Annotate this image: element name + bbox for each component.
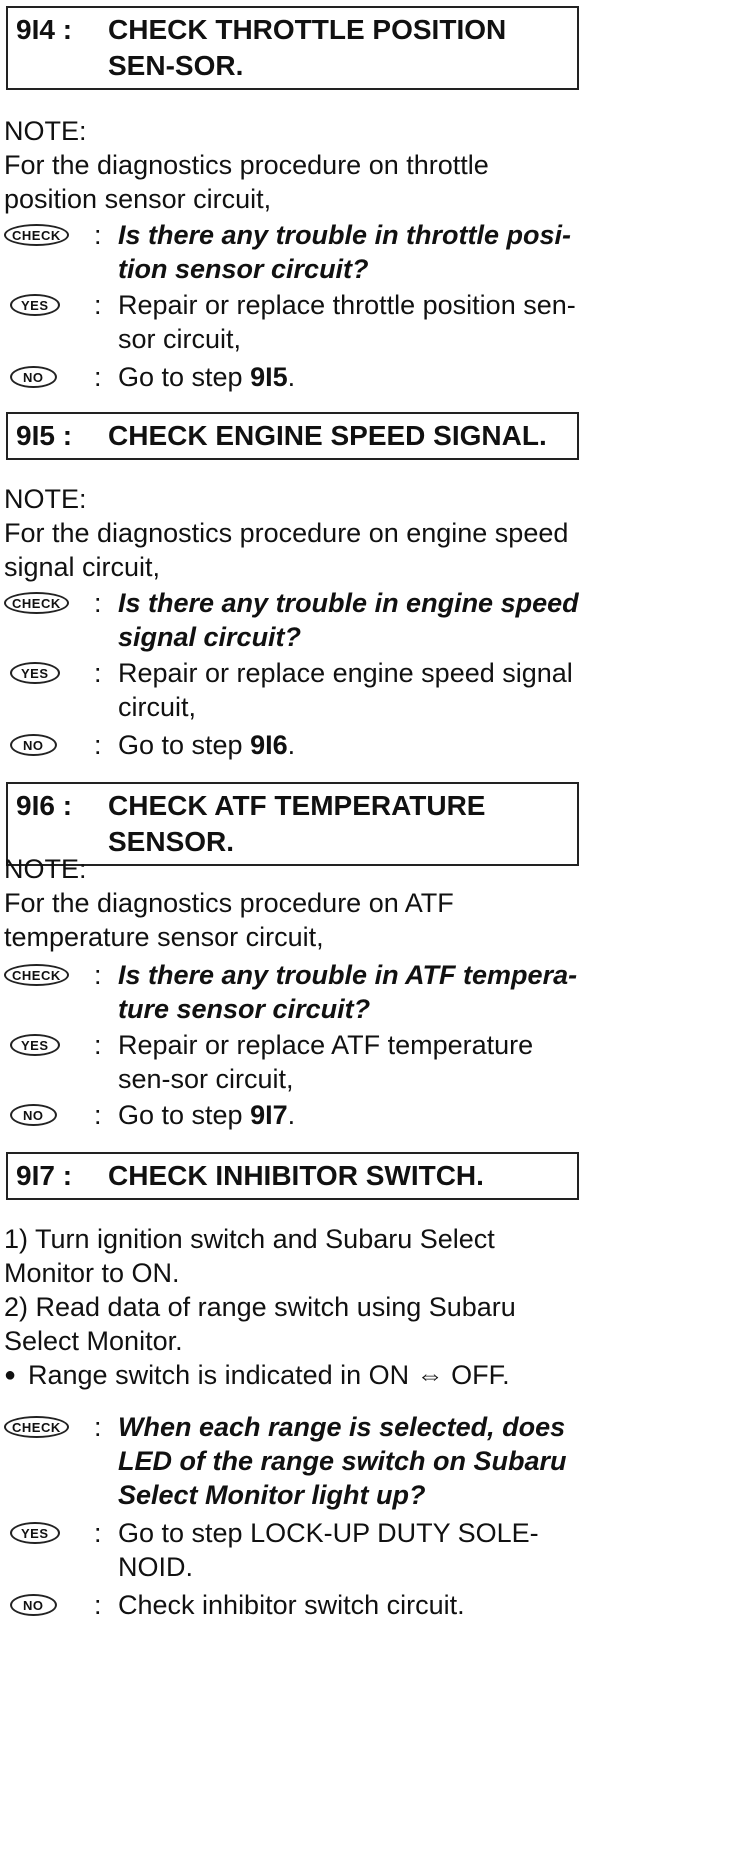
no-icon: NO (4, 1588, 94, 1622)
step-number: 9I5 : (16, 420, 73, 451)
no-row (4, 1588, 590, 1622)
colon: : (94, 588, 102, 618)
step-number: 9I6 : (16, 790, 73, 821)
colon: : (94, 1030, 102, 1060)
step-title: CHECK INHIBITOR SWITCH. (108, 1160, 484, 1191)
colon: : (94, 362, 102, 392)
check-icon: CHECK (4, 1410, 94, 1444)
note-text: For the diagnostics procedure on throttle position sensor circuit, (4, 150, 489, 214)
no-icon: NO (4, 728, 94, 762)
no-icon: NO (4, 1098, 94, 1132)
note-label: NOTE: (4, 116, 87, 146)
step-title: CHECK THROTTLE POSITION SEN-SOR. (108, 14, 507, 81)
colon: : (94, 1590, 102, 1620)
yes-row (4, 656, 590, 724)
bullet-text: Range switch is indicated in ON ⇔ OFF. (28, 1360, 510, 1390)
yes-action: Repair or replace ATF temperature sen-sor circuit, (118, 1030, 534, 1094)
yes-action: Go to step LOCK-UP DUTY SOLE-NOID. (118, 1518, 539, 1582)
yes-icon: YES (4, 1516, 94, 1550)
yes-icon: YES (4, 656, 94, 690)
yes-icon: YES (4, 288, 94, 322)
note-label: NOTE: (4, 854, 87, 884)
no-row (4, 360, 590, 394)
no-action: Go to step 9I6. (118, 730, 296, 760)
yes-row (4, 1028, 590, 1096)
step-title: CHECK ATF TEMPERATURE SENSOR. (108, 790, 486, 857)
yes-row (4, 1516, 590, 1584)
no-row (4, 728, 590, 762)
step-header (6, 412, 579, 460)
step-header (6, 1152, 579, 1200)
instruction-2: 2) Read data of range switch using Subaru Select Monitor. (4, 1292, 516, 1356)
yes-row (4, 288, 590, 356)
step-header (6, 6, 579, 90)
colon: : (94, 220, 102, 250)
instruction-1: 1) Turn ignition switch and Subaru Select Monitor to ON. (4, 1224, 495, 1288)
bullet-icon: ● (4, 1364, 17, 1386)
colon: : (94, 1412, 102, 1442)
step-number: 9I7 : (16, 1160, 73, 1191)
check-row (4, 1410, 590, 1512)
no-icon: NO (4, 360, 94, 394)
bullet-item (4, 1358, 584, 1392)
check-icon: CHECK (4, 586, 94, 620)
yes-icon: YES (4, 1028, 94, 1062)
yes-action: Repair or replace engine speed signal circuit, (118, 658, 573, 722)
no-action: Go to step 9I7. (118, 1100, 296, 1130)
check-icon: CHECK (4, 218, 94, 252)
step-number: 9I4 : (16, 14, 73, 45)
colon: : (94, 1100, 102, 1130)
check-icon: CHECK (4, 958, 94, 992)
check-question: Is there any trouble in throttle posi-tion sensor circuit? (118, 220, 572, 284)
check-question: Is there any trouble in ATF tempera-ture sensor circuit? (118, 960, 578, 1024)
colon: : (94, 730, 102, 760)
yes-action: Repair or replace throttle position sen-sor circuit, (118, 290, 576, 354)
check-question: When each range is selected, does LED of the range switch on Subaru Select Monitor light up? (118, 1412, 567, 1510)
no-action: Go to step 9I5. (118, 362, 296, 392)
check-question: Is there any trouble in engine speed signal circuit? (118, 588, 579, 652)
check-row (4, 218, 590, 286)
note-text: For the diagnostics procedure on engine speed signal circuit, (4, 518, 569, 582)
colon: : (94, 290, 102, 320)
step-title: CHECK ENGINE SPEED SIGNAL. (108, 420, 547, 451)
colon: : (94, 960, 102, 990)
check-row (4, 958, 590, 1026)
colon: : (94, 1518, 102, 1548)
no-action: Check inhibitor switch circuit. (118, 1590, 465, 1620)
note-label: NOTE: (4, 484, 87, 514)
check-row (4, 586, 590, 654)
note-text: For the diagnostics procedure on ATF temperature sensor circuit, (4, 888, 454, 952)
colon: : (94, 658, 102, 688)
no-row (4, 1098, 590, 1132)
